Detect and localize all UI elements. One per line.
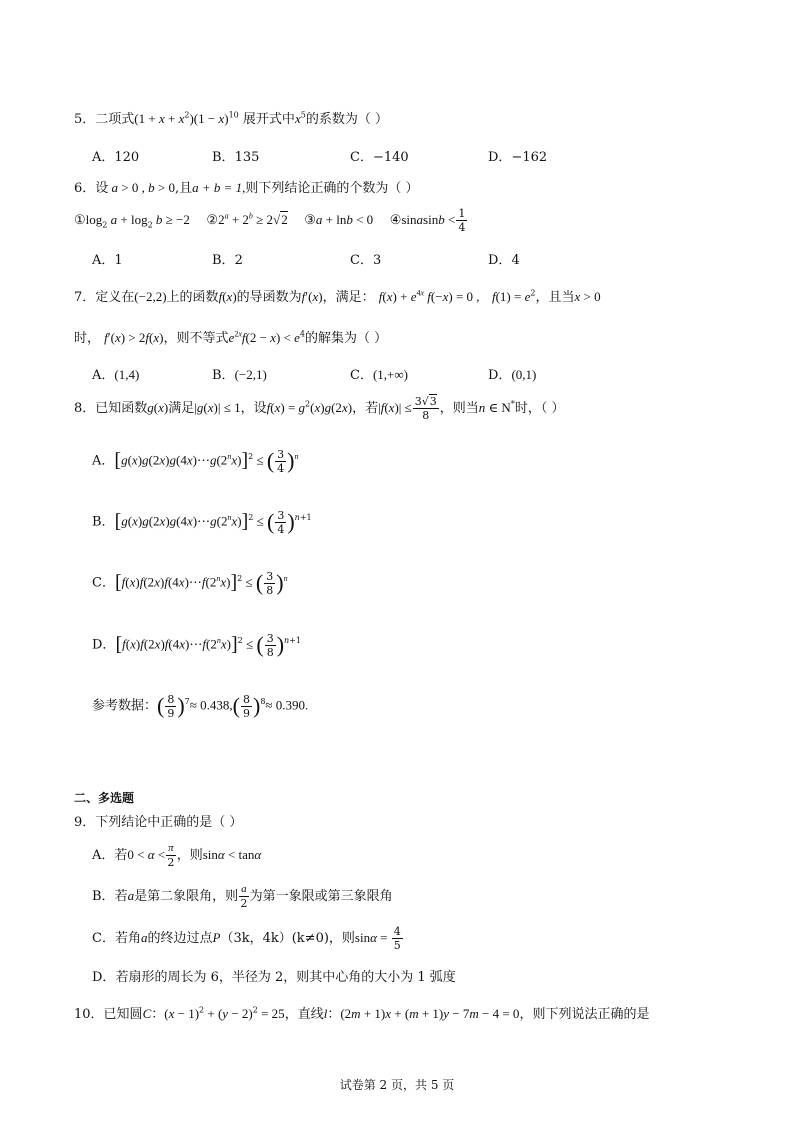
question-8-option-d[interactable]: D．$[f(x)f(2x)f(4x)\cdots f(2^nx)]^2$ ≤ ( $\frac{3}{8}$ )$^{n+1}$ (92, 631, 301, 659)
option-c[interactable]: C．3 (350, 253, 382, 268)
section-title: 二、多选题 (74, 791, 135, 805)
option-d[interactable]: D．4 (488, 253, 520, 268)
option-c[interactable]: C．(1,+∞) (350, 367, 408, 383)
question-9-option-b[interactable]: B．若a是第二象限角，则 $\frac{a}{2}$ 为第一象限或第三象限角 (92, 883, 393, 910)
option-a[interactable]: A．120 (92, 150, 140, 165)
question-6-items: $①\log_2$ $a + \log_2 b \ge -2$ $②2^a + 2^b \ge 2√2$ ③a + lnb < 0 ④sinasinb < $\frac{1}{4}$ (74, 207, 466, 234)
question-9-option-c[interactable]: C．若角a的终边过点P（3k，4k）(k≠0)，则sinα = $\frac{4}{5}$ (92, 925, 401, 952)
question-7-options (92, 364, 692, 382)
question-9-option-d[interactable]: D．若扇形的周长为 6，半径为 2，则其中心角的大小为 1 弧度 (92, 970, 456, 985)
option-b[interactable]: B．135 (212, 150, 260, 165)
question-10-stem: 10．已知圆C：$(x - 1)^2 + (y - 2)^2 = 25$，直线l：(2m + 1)x + (m + 1)y − 7m − 4 = 0，则下列说法正确的是 (74, 1005, 650, 1022)
question-8-stem: 8．已知函数g(x)满足|g(x)| ≤ 1，设$f(x) = g^2(x)g(2x)$，若|f(x)| ≤ $\frac{3√3}{8}$ ，则当n ∈ N*时，（ ） (74, 395, 565, 422)
question-8-option-c[interactable]: C．$[f(x)f(2x)f(4x)\cdots f(2^nx)]^2$ ≤ ( $\frac{3}{8}$ )$^n$ (92, 569, 288, 597)
option-b[interactable]: B．(−2,1) (212, 367, 267, 383)
question-7-stem-line1: 7．定义在(−2,2)上的函数f(x)的导函数为f′(x)，满足： $f(x) + e^{4x}$ f(−x) = 0 , $f(1) = e^2$，且当x > 0 (74, 288, 601, 305)
option-a[interactable]: A．1 (92, 253, 123, 268)
question-8-option-b[interactable]: B．$[g(x)g(2x)g(4x)\cdots g(2^nx)]^2$ ≤ ( $\frac{3}{4}$ )$^{n+1}$ (92, 508, 312, 536)
option-a[interactable]: A．(1,4) (92, 367, 140, 383)
question-7-stem-line2: 时， f′(x) > 2f(x)，则不等式$e^{2x}f(2 - x) < e^4$的解集为（ ） (74, 329, 388, 346)
option-d[interactable]: D．(0,1) (488, 367, 537, 383)
option-d[interactable]: D．−162 (488, 150, 548, 165)
question-6-options (92, 249, 692, 267)
question-8-reference-data: 参考数据：( $\frac{8}{9}$ )$^7$≈ 0.438,( $\frac{8}{9}$ )$^8$≈ 0.390. (92, 692, 309, 720)
page-footer: 试卷第 2 页，共 5 页 (339, 1078, 455, 1092)
question-8-option-a[interactable]: A．$[g(x)g(2x)g(4x)\cdots g(2^nx)]^2$ ≤ ( $\frac{3}{4}$ )$^n$ (92, 447, 299, 475)
option-c[interactable]: C．−140 (350, 150, 409, 165)
question-5-stem: 5．二项式$(1 + x + x^2)(1 - x)^{10}$ 展开式中$x^5$的系数为（ ） (74, 110, 388, 127)
question-9-stem: 9．下列结论中正确的是（ ） (74, 815, 243, 830)
option-b[interactable]: B．2 (212, 253, 243, 268)
question-6-stem: 6．设 a > 0 , b > 0,且a + b = 1,则下列结论正确的个数为（ ） (74, 180, 419, 196)
question-9-option-a[interactable]: A．若0 < α < $\frac{\pi}{2}$ ，则sinα < tanα (92, 842, 262, 869)
question-5-options (92, 146, 692, 164)
